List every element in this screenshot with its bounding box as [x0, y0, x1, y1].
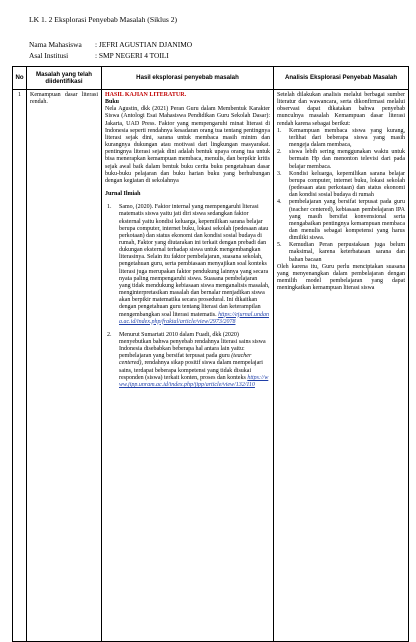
analysis-item-1 — [277, 128, 405, 149]
table-row — [13, 90, 409, 642]
book-text: Nela Agustin, dkk (2021) Peran Guru dalam Membentuk Karakter Siswa (Antologi Esai Mahasiswa Pendidikan Guru Sekolah Dasar): Jakarta, UAD Press. Faktor yang mempengaruhi minat literasi di Indonesia seperti rendahnya kesadaran orang tua tentang pentingnya literasi sejak dini, sarana untuk membaca masih minim dan kurangnya dukungan atau motivasi dari lingkungan masyarakat. pentingnya literasi sejak dini adalah bentuk upaya orang tua untuk bisa menerapkan kemampuan membaca, menulis, dan berpikir kritis sejak awal baik dalam bentuk buku cerita buku pengetahuan dasar buku-buku pelajaran dan buku harian buku yang berhubungan dengan kegiatan di sekolahnya — [105, 106, 270, 184]
analysis-item-4 — [277, 199, 405, 242]
analysis-item-5 — [277, 242, 405, 263]
student-name-label: Nama Mahasiswa — [29, 40, 82, 49]
ref-2-italic: (teacher centered) — [119, 353, 252, 367]
analysis-item-1-number: 1. — [277, 127, 282, 134]
journal-ref-1 — [105, 204, 270, 326]
cell-masalah — [27, 90, 102, 642]
document-title: LK 1. 2 Eksplorasi Penyebab Masalah (Siklus 2) — [29, 15, 178, 24]
cell-analisis — [274, 90, 409, 642]
ref-1-number: 1. — [107, 204, 112, 211]
ref-1-link[interactable]: https://ejurnal.undana.ac.id/index.php/fraktal/article/view/2973/2078 — [119, 311, 269, 325]
ref-1-text: Samo, (2020). Faktor internal yang mempengaruhi literasi matematis siswa yaitu jati diri siswa sedangkan faktor eksternal yaitu kondisi keluarga, kepemilikan sarana belajar berupa computer, internet buku, lokasi sekolah (pedesaan atau perkotaan) dan status ekonomi dan kondisi sosial budaya di rumah, Faktor yang diutarakan ini terkait dengan prebadi dan dukungan eksternal terhadap siswa untuk mengembangkan literasinya. Selain itu faktor pembelajaran, suasana sekolah, pengetahuan guru, serta pembiasaan menyajikan soal konteks literasi juga merupakan faktor pendukung lainnya yang secara nyata paling mempengaruhi siswa. Suasana pembelajaran yang tidak mendukung kebiasaan siswa menganalisis masalah, menginterpretasikan masalah dan bernalar menjadikan siswa akan berpikir matematika secara prosedural. Ini dikaitkan dengan pengetahuan guru tentang literasi dan keterampilan mengembangkan soal literasi matematis. — [119, 204, 270, 318]
header-no: No — [13, 67, 27, 90]
book-heading: Buku — [105, 99, 120, 106]
analysis-item-2 — [277, 149, 405, 170]
table-header-row — [13, 67, 409, 90]
exploration-table — [12, 66, 409, 642]
header-masalah: Masalah yang telah diidentifikasi — [27, 67, 102, 90]
analysis-item-3-text: Kondisi keluarga, kepemilikan sarana belajar berupa computer, internet buku, lokasi sekolah (pedesaan atau perkotaan) dan status ekonomi dan kondisi sosial budaya di rumah — [289, 170, 405, 199]
ref-2-link[interactable]: https://www.jipp.unram.ac.id/index.php/jipp/article/view/132/110 — [119, 374, 269, 388]
literature-heading: HASIL KAJIAN LITERATUR. — [105, 92, 187, 98]
analysis-outro: Oleh karena itu, Guru perlu menciptakan suasana yang menyenangkan dalam pembelajaran dengan memilih model pembelajaran yang dapat meningkatkan kemampuan literasi siswa — [277, 263, 405, 292]
analysis-intro: Setelah dilakukan analisis melalui berbagai sumber literatur dan wawancara, serta dikonfirmasi melalui observasi dapat dikatakan bahwa penyebab munculnya masalah Kemampuan dasar literasi rendah karena sebagai berikut: — [277, 92, 405, 127]
problem-text: Kemampuan dasar literasi rendah. — [30, 92, 98, 106]
ref-2-text-b: , rendahnya sikap positif siswa dalam mempelajari sains, terdapat beberapa kompetensi yang tidak disukai responden (siswa) terkait konten, proses dan konteks — [119, 360, 263, 381]
cell-hasil — [102, 90, 274, 642]
analysis-item-2-text: siswa lebih sering menggunakan waktu untuk bermain Hp dan menonton televisi dari pada belajar membaca. — [289, 149, 405, 170]
analysis-item-3-number: 3. — [277, 170, 282, 177]
institution-label: Asal Institusi — [29, 50, 69, 60]
header-analisis: Analisis Eksplorasi Penyebab Masalah — [274, 67, 409, 90]
institution-value: : SMP NEGERI 4 TOILI — [95, 50, 169, 60]
analysis-item-4-text: pembelajaran yang bersifat terpusat pada guru (teacher centered), kebiasaan pembelajaran IPA yang masih bersifat konvensional serta mengabaikan pentingnya kemampuan membaca dan menulis sebagai kompetensi yang harus dimiliki siswa. — [289, 199, 405, 242]
student-name-value: : JEFRI AGUSTIAN DJANIMO — [95, 40, 193, 49]
journal-ref-2 — [105, 332, 270, 389]
analysis-item-5-number: 5. — [277, 242, 282, 249]
cell-no — [13, 90, 27, 642]
ref-2-text-a: Menurut Sumartati 2010 dalam Fuadi, dkk (2020) menyebutkan bahwa penyebab rendahnya literasi sains siswa Indonesia disebabkan beberapa hal antara lain yaitu: pembelajaran yang bersifat terpusat pada guru — [119, 331, 266, 360]
analysis-item-1-text: Kemampuan membaca siswa yang kurang, terlihat dari beberapa siswa yang masih mengeja dalam membaca, — [289, 127, 405, 149]
analysis-item-4-number: 4. — [277, 199, 282, 206]
analysis-item-5-text: Kemudian Peran perpustakaan juga belum maksimal, karena keterbatasan sarana dan bahan bacaan — [289, 242, 405, 263]
analysis-item-3 — [277, 171, 405, 200]
student-info — [29, 40, 192, 61]
ref-2-number: 2. — [107, 331, 112, 338]
header-hasil: Hasil eksplorasi penyebab masalah — [102, 67, 274, 90]
analysis-item-2-number: 2. — [277, 149, 282, 156]
journal-heading: Jurnal Ilmiah — [105, 191, 141, 198]
institution-row — [29, 51, 192, 62]
row-number: 1 — [18, 92, 21, 98]
student-name-row — [29, 40, 192, 51]
